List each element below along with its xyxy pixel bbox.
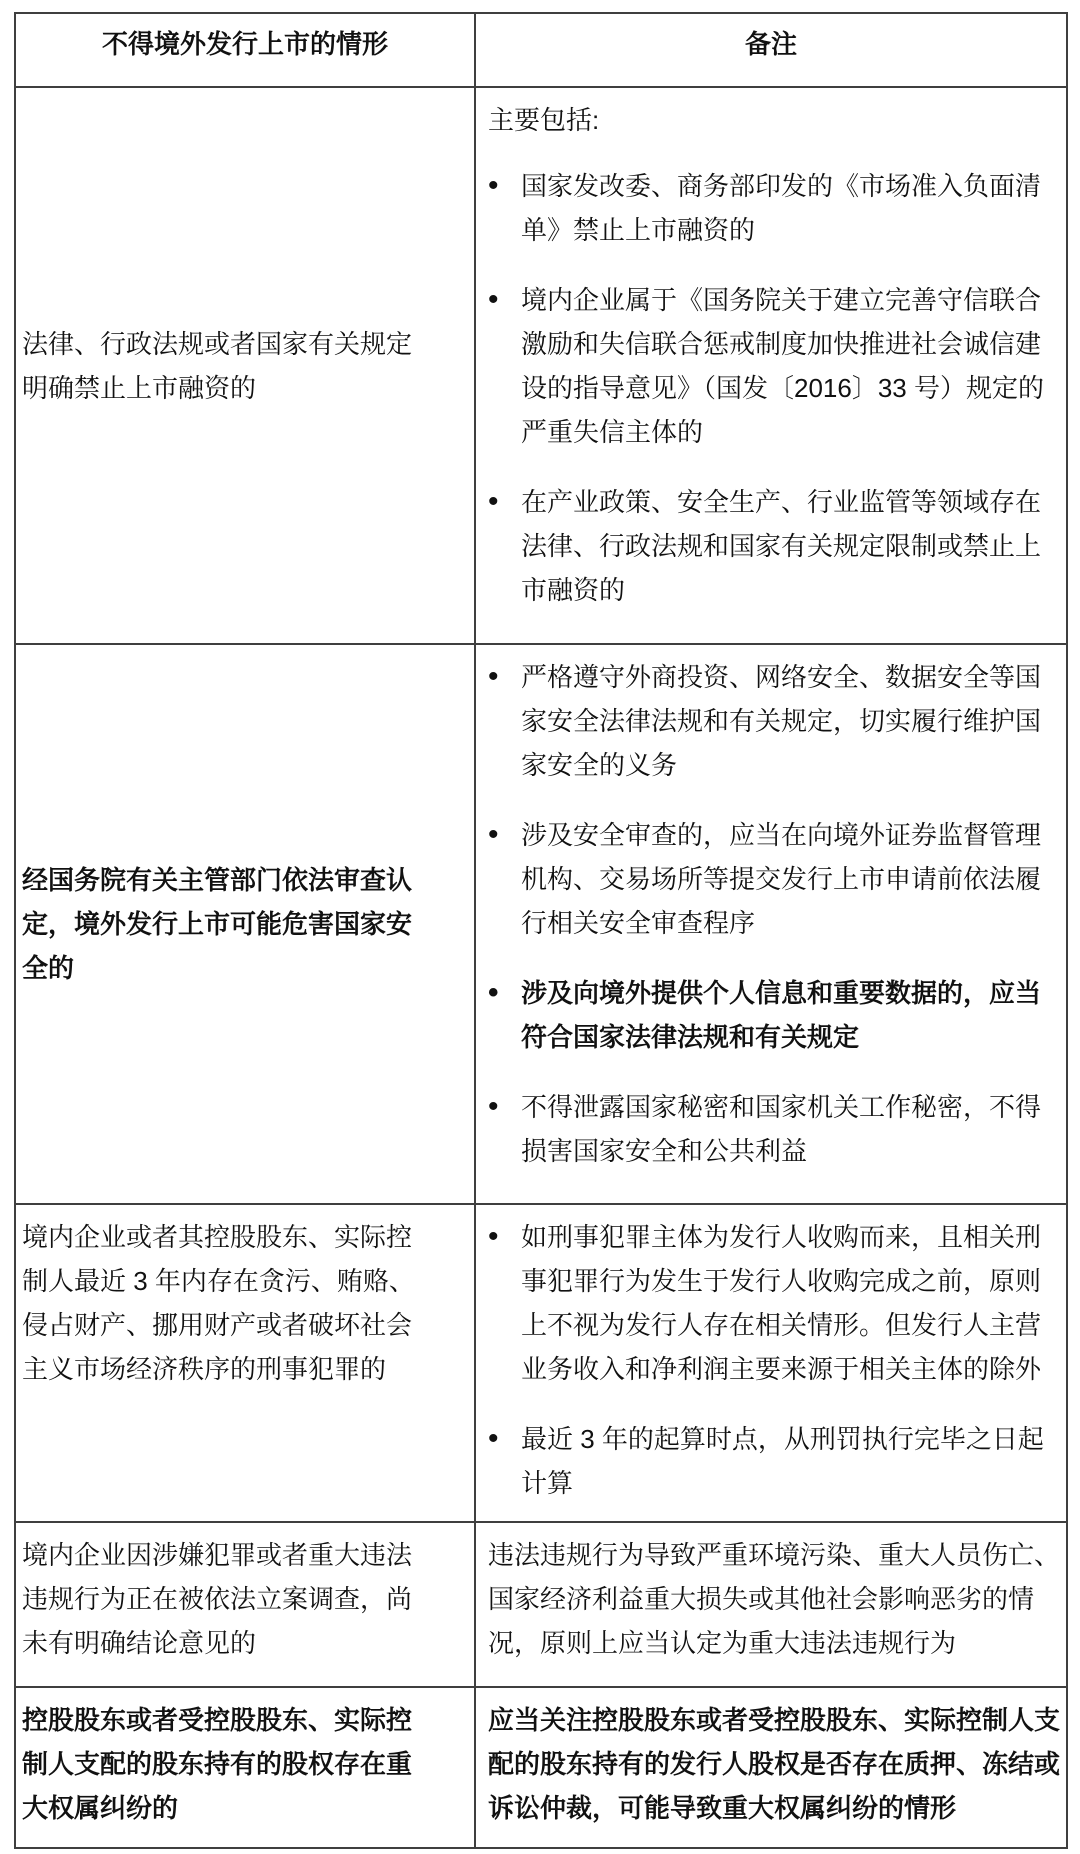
remark-text: 应当关注控股股东或者受控股股东、实际控制人支配的股东持有的发行人股权是否存在质押、冻结或诉讼仲裁，可能导致重大权属纠纷的情形 <box>488 1705 1061 1823</box>
situation-cell: 境内企业因涉嫌犯罪或者重大违法违规行为正在被依法立案调查，尚未有明确结论意见的 <box>15 1522 475 1687</box>
table-row <box>15 1204 1067 1522</box>
bullet-item <box>488 164 1060 252</box>
header-row <box>15 13 1067 87</box>
remark-intro: 主要包括: <box>488 105 600 135</box>
bullet-item <box>488 1215 1060 1391</box>
remark-cell <box>475 1204 1067 1522</box>
remark-cell <box>475 87 1067 644</box>
bullet-text: 国家发改委、商务部印发的《市场准入负面清单》禁止上市融资的 <box>521 171 1042 245</box>
situation-cell: 法律、行政法规或者国家有关规定明确禁止上市融资的 <box>15 87 475 644</box>
bullet-item <box>488 1417 1060 1505</box>
header-situation: 不得境外发行上市的情形 <box>15 13 475 87</box>
header-remarks: 备注 <box>475 13 1067 87</box>
bullet-icon: • <box>488 1422 499 1455</box>
situation-cell: 境内企业或者其控股股东、实际控制人最近 3 年内存在贪污、贿赂、侵占财产、挪用财产或者破坏社会主义市场经济秩序的刑事犯罪的 <box>15 1204 475 1522</box>
table-row <box>15 644 1067 1204</box>
remark-cell <box>475 1687 1067 1848</box>
bullet-icon: • <box>488 976 499 1009</box>
overseas-listing-prohibition-table <box>14 12 1068 1849</box>
bullet-icon: • <box>488 169 499 202</box>
remark-cell <box>475 644 1067 1204</box>
bullet-item <box>488 278 1060 454</box>
table-row <box>15 87 1067 644</box>
bullet-text: 最近 3 年的起算时点，从刑罚执行完毕之日起计算 <box>521 1424 1044 1498</box>
bullet-icon: • <box>488 660 499 693</box>
remark-cell <box>475 1522 1067 1687</box>
bullet-text: 如刑事犯罪主体为发行人收购而来，且相关刑事犯罪行为发生于发行人收购完成之前，原则上不视为发行人存在相关情形。但发行人主营业务收入和净利润主要来源于相关主体的除外 <box>521 1222 1042 1384</box>
table-row <box>15 1522 1067 1687</box>
bullet-text: 涉及安全审查的，应当在向境外证券监督管理机构、交易场所等提交发行上市申请前依法履行相关安全审查程序 <box>521 820 1042 938</box>
situation-cell: 控股股东或者受控股股东、实际控制人支配的股东持有的股权存在重大权属纠纷的 <box>15 1687 475 1848</box>
bullet-text: 涉及向境外提供个人信息和重要数据的，应当符合国家法律法规和有关规定 <box>521 978 1042 1052</box>
bullet-text: 在产业政策、安全生产、行业监管等领域存在法律、行政法规和国家有关规定限制或禁止上市融资的 <box>521 487 1042 605</box>
bullet-item <box>488 1085 1060 1173</box>
bullet-item <box>488 813 1060 945</box>
bullet-item <box>488 655 1060 787</box>
bullet-icon: • <box>488 283 499 316</box>
bullet-text: 境内企业属于《国务院关于建立完善守信联合激励和失信联合惩戒制度加快推进社会诚信建设的指导意见》（国发〔2016〕33 号）规定的严重失信主体的 <box>521 285 1044 447</box>
bullet-item <box>488 971 1060 1059</box>
situation-cell: 经国务院有关主管部门依法审查认定，境外发行上市可能危害国家安全的 <box>15 644 475 1204</box>
bullet-icon: • <box>488 1220 499 1253</box>
remark-text: 违法违规行为导致严重环境污染、重大人员伤亡、国家经济利益重大损失或其他社会影响恶劣的情况，原则上应当认定为重大违法违规行为 <box>488 1540 1061 1658</box>
bullet-icon: • <box>488 818 499 851</box>
bullet-icon: • <box>488 1090 499 1123</box>
bullet-icon: • <box>488 485 499 518</box>
bullet-item <box>488 480 1060 612</box>
bullet-text: 严格遵守外商投资、网络安全、数据安全等国家安全法律法规和有关规定，切实履行维护国家安全的义务 <box>521 662 1042 780</box>
table-row <box>15 1687 1067 1848</box>
bullet-text: 不得泄露国家秘密和国家机关工作秘密，不得损害国家安全和公共利益 <box>521 1092 1042 1166</box>
